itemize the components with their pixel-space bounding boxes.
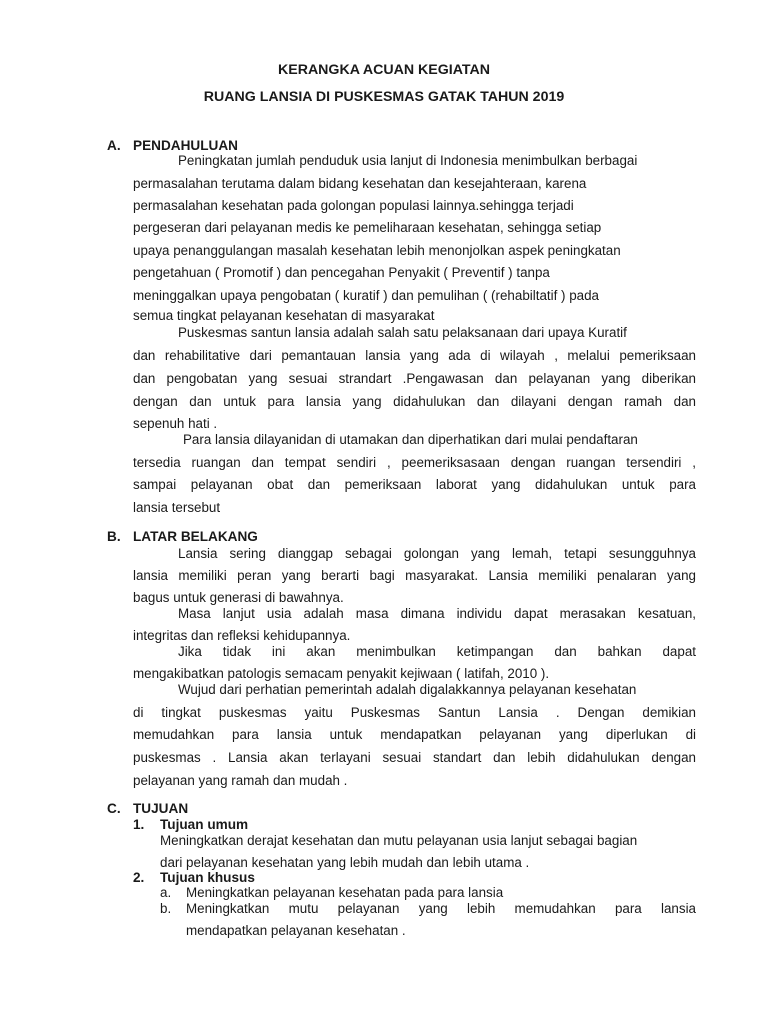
tujuan-khusus-b-label: b. xyxy=(160,901,172,916)
tujuan-umum-line: Meningkatkan derajat kesehatan dan mutu pelayanan usia lanjut sebagai bagian xyxy=(160,833,638,848)
section-b-p4-line: puskesmas . Lansia akan terlayani sesuai standart dan lebih didahulukan dengan xyxy=(133,750,696,765)
section-b-p2-line: Masa lanjut usia adalah masa dimana individu dapat merasakan kesatuan, xyxy=(178,606,696,621)
section-a-p1-line: permasalahan kesehatan pada golongan populasi lainnya.sehingga terjadi xyxy=(133,198,574,213)
section-b-p3-line: mengakibatkan patologis semacam penyakit kejiwaan ( latifah, 2010 ). xyxy=(133,666,550,681)
section-c-heading: TUJUAN xyxy=(133,801,189,816)
section-a-p2-line: dan pengobatan yang sesuai strandart .Pengawasan dan pelayanan yang diberikan xyxy=(133,371,696,386)
section-a-p3-line: tersedia ruangan dan tempat sendiri , peemeriksasaan dengan ruangan tersendiri , xyxy=(133,455,696,470)
section-a-p2-line: dan rehabilitative dari pemantauan lansia yang ada di wilayah , melalui pemeriksaan xyxy=(133,348,696,363)
tujuan-umum-line: dari pelayanan kesehatan yang lebih mudah dan lebih utama . xyxy=(160,855,530,870)
section-a-p1-line: pengetahuan ( Promotif ) dan pencegahan Penyakit ( Preventif ) tanpa xyxy=(133,265,550,280)
section-b-p3-line: Jika tidak ini akan menimbulkan ketimpangan dan bahkan dapat xyxy=(178,644,696,659)
section-a-p1-line: permasalahan terutama dalam bidang kesehatan dan kesejahteraan, karena xyxy=(133,176,587,191)
section-c-label: C. xyxy=(107,801,121,816)
section-b-heading: LATAR BELAKANG xyxy=(133,529,258,544)
section-a-p2-line: dengan dan untuk para lansia yang didahulukan dan dilayani dengan ramah dan xyxy=(133,394,696,409)
tujuan-umum-number: 1. xyxy=(133,817,145,832)
tujuan-khusus-a-label: a. xyxy=(160,885,172,900)
section-b-p1-line: bagus untuk generasi di bawahnya. xyxy=(133,590,344,605)
section-a-p3-line: sampai pelayanan obat dan pemeriksaan laborat yang didahulukan untuk para xyxy=(133,477,696,492)
section-a-label: A. xyxy=(107,138,121,153)
section-b-p2-line: integritas dan refleksi kehidupannya. xyxy=(133,628,351,643)
tujuan-khusus-heading: Tujuan khusus xyxy=(160,870,255,885)
section-a-p1-line: upaya penanggulangan masalah kesehatan lebih menonjolkan aspek peningkatan xyxy=(133,243,621,258)
section-a-p1-line: meninggalkan upaya pengobatan ( kuratif ) dan pemulihan ( (rehabiltatif ) pada xyxy=(133,288,599,303)
section-a-heading: PENDAHULUAN xyxy=(133,138,238,153)
tujuan-khusus-b-line: Meningkatkan mutu pelayanan yang lebih memudahkan para lansia xyxy=(186,901,696,916)
tujuan-khusus-a-text: Meningkatkan pelayanan kesehatan pada para lansia xyxy=(186,885,504,900)
document-title: KERANGKA ACUAN KEGIATAN xyxy=(277,62,490,78)
section-a-p3-line: Para lansia dilayanidan di utamakan dan diperhatikan dari mulai pendaftaran xyxy=(183,432,638,447)
section-b-p4-line: pelayanan yang ramah dan mudah . xyxy=(133,773,348,788)
section-b-p1-line: Lansia sering dianggap sebagai golongan yang lemah, tetapi sesungguhnya xyxy=(178,546,696,561)
tujuan-khusus-b-line: mendapatkan pelayanan kesehatan . xyxy=(186,923,406,938)
section-a-p1-line: semua tingkat pelayanan kesehatan di masyarakat xyxy=(133,308,435,323)
section-a-p2-line: sepenuh hati . xyxy=(133,416,218,431)
section-b-p4-line: Wujud dari perhatian pemerintah adalah digalakkannya pelayanan kesehatan xyxy=(178,682,637,697)
section-b-label: B. xyxy=(107,529,121,544)
section-b-p4-line: memudahkan para lansia untuk mendapatkan pelayanan yang diperlukan di xyxy=(133,727,696,742)
tujuan-khusus-number: 2. xyxy=(133,870,145,885)
section-a-p1-line: pergeseran dari pelayanan medis ke pemeliharaan kesehatan, sehingga setiap xyxy=(133,220,602,235)
section-b-p1-line: lansia memiliki peran yang berarti bagi masyarakat. Lansia memiliki penalaran yang xyxy=(133,568,696,583)
section-a-p2-line: Puskesmas santun lansia adalah salah satu pelaksanaan dari upaya Kuratif xyxy=(178,325,627,340)
section-b-p4-line: di tingkat puskesmas yaitu Puskesmas Santun Lansia . Dengan demikian xyxy=(133,705,696,720)
tujuan-umum-heading: Tujuan umum xyxy=(160,817,249,832)
section-a-p3-line: lansia tersebut xyxy=(133,500,221,515)
section-a-p1-line: Peningkatan jumlah penduduk usia lanjut di Indonesia menimbulkan berbagai xyxy=(178,153,638,168)
document-subtitle: RUANG LANSIA DI PUSKESMAS GATAK TAHUN 2019 xyxy=(203,89,565,105)
